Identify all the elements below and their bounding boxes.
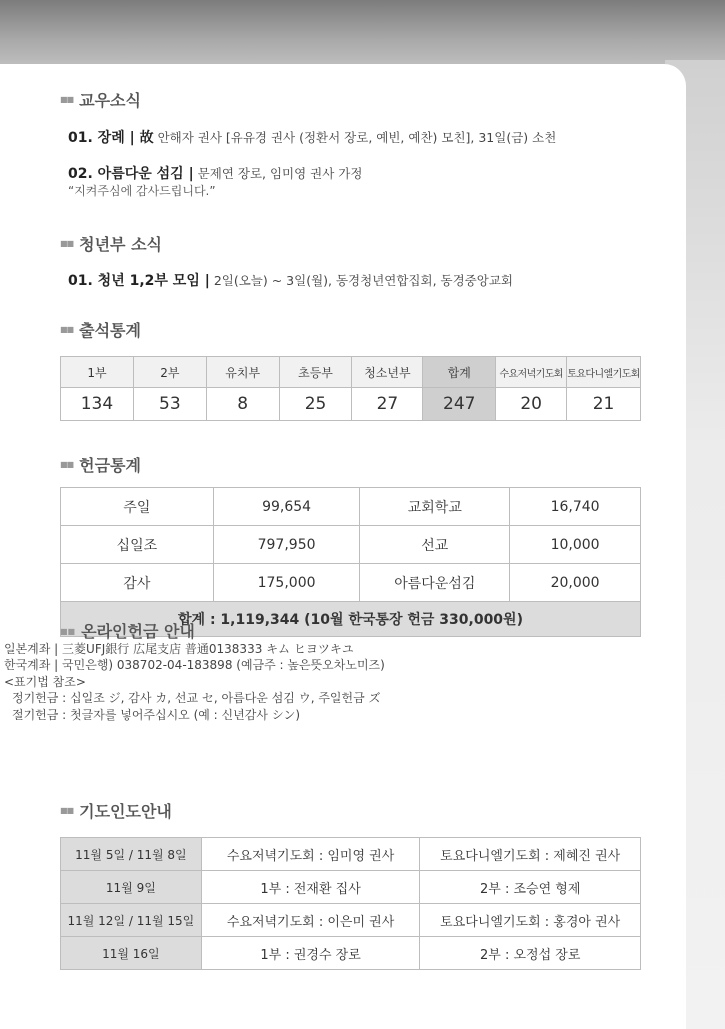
offering-title-text: 헌금통계 xyxy=(79,456,141,475)
attendance-value: 53 xyxy=(133,388,206,421)
attendance-header: 청소년부 xyxy=(352,357,423,388)
prayer-leader: 1부 : 권경수 장로 xyxy=(201,937,420,970)
attendance-value: 8 xyxy=(206,388,279,421)
attendance-header: 유치부 xyxy=(206,357,279,388)
prayer-table xyxy=(60,837,641,970)
square-bullet-icon: ■■ xyxy=(60,460,74,469)
attendance-value-total: 247 xyxy=(423,388,496,421)
prayer-row xyxy=(61,904,641,937)
offering-total: 합계 : 1,119,344 (10월 한국통장 헌금 330,000원) xyxy=(61,602,641,637)
prayer-leader: 토요다니엘기도회 : 제혜진 권사 xyxy=(420,838,641,871)
offering-amount: 797,950 xyxy=(213,526,360,564)
prayer-leader: 토요다니엘기도회 : 홍경아 권사 xyxy=(420,904,641,937)
attendance-header: 수요저녁기도회 xyxy=(496,357,567,388)
notation-note: <표기법 참조> xyxy=(4,674,86,689)
prayer-date: 11월 12일 / 11월 15일 xyxy=(61,904,202,937)
offering-amount: 99,654 xyxy=(213,488,360,526)
square-bullet-icon: ■■ xyxy=(60,627,76,636)
offering-amount: 175,000 xyxy=(213,564,360,602)
offering-row xyxy=(61,526,641,564)
square-bullet-icon: ■■ xyxy=(60,806,74,815)
attendance-header: 2부 xyxy=(133,357,206,388)
attendance-value: 27 xyxy=(352,388,423,421)
korea-account: 한국계좌 | 국민은행) 038702-04-183898 (예금주 : 높은뜻오차노미즈) xyxy=(4,658,385,672)
news-item-2-quote: “지켜주심에 감사드립니다.” xyxy=(68,184,216,198)
online-title-text: 온라인헌금 안내 xyxy=(81,622,195,641)
attendance-header-total: 합계 xyxy=(423,357,496,388)
attendance-value: 25 xyxy=(279,388,352,421)
bulletin-sheet xyxy=(0,64,686,1029)
online-offering-block xyxy=(4,624,385,723)
attendance-table xyxy=(60,356,641,421)
offering-label: 감사 xyxy=(61,564,214,602)
youth-title-text: 청년부 소식 xyxy=(79,235,162,254)
attendance-header: 토요다니엘기도회 xyxy=(567,357,641,388)
seasonal-offering-notation: 절기헌금 : 첫글자를 넣어주십시오 (예 : 신년감사 シン) xyxy=(12,707,301,722)
square-bullet-icon: ■■ xyxy=(60,325,74,334)
news-item-2-head: 02. 아름다운 섬김 | xyxy=(68,166,194,182)
section-title-online xyxy=(60,624,385,641)
attendance-value: 134 xyxy=(61,388,134,421)
offering-label: 선교 xyxy=(360,526,510,564)
section-title-news xyxy=(60,88,141,111)
section-title-offering xyxy=(60,453,141,476)
news-item-1-head: 01. 장례 | 故 xyxy=(68,130,154,146)
offering-amount: 20,000 xyxy=(510,564,641,602)
youth-item-1 xyxy=(68,270,513,290)
prayer-row xyxy=(61,838,641,871)
prayer-date: 11월 16일 xyxy=(61,937,202,970)
section-title-attendance xyxy=(60,318,141,341)
square-bullet-icon: ■■ xyxy=(60,95,74,104)
offering-label: 아름다운섬김 xyxy=(360,564,510,602)
offering-amount: 10,000 xyxy=(510,526,641,564)
prayer-row xyxy=(61,937,641,970)
offering-amount: 16,740 xyxy=(510,488,641,526)
regular-offering-notation: 정기헌금 : 십일조 ジ, 감사 カ, 선교 セ, 아름다운 섬김 ウ, 주일헌금 ズ xyxy=(12,691,381,705)
offering-label: 십일조 xyxy=(61,526,214,564)
square-bullet-icon: ■■ xyxy=(60,239,74,248)
japan-account: 일본계좌 | 三菱UFJ銀行 広尾支店 普通0138333 キム ヒヨツキユ xyxy=(4,641,354,656)
offering-row xyxy=(61,488,641,526)
news-item-2-text: 문제연 장로, 임미영 권사 가정 xyxy=(197,166,363,181)
attendance-header-row xyxy=(61,357,641,388)
prayer-leader: 수요저녁기도회 : 이은미 권사 xyxy=(201,904,420,937)
attendance-header: 초등부 xyxy=(279,357,352,388)
attendance-header: 1부 xyxy=(61,357,134,388)
offering-label: 주일 xyxy=(61,488,214,526)
attendance-value-row xyxy=(61,388,641,421)
news-item-1-text: 안해자 권사 [유유경 권사 (정환서 장로, 예빈, 예찬) 모친], 31일(금) 소천 xyxy=(157,130,557,145)
prayer-date: 11월 9일 xyxy=(61,871,202,904)
offering-table xyxy=(60,487,641,637)
attendance-value: 21 xyxy=(567,388,641,421)
prayer-leader: 1부 : 전재환 집사 xyxy=(201,871,420,904)
youth-item-1-head: 01. 청년 1,2부 모임 | xyxy=(68,273,210,289)
news-title-text: 교우소식 xyxy=(79,91,141,110)
news-item-1 xyxy=(68,127,556,147)
section-title-prayer xyxy=(60,799,172,822)
offering-label: 교회학교 xyxy=(360,488,510,526)
prayer-row xyxy=(61,871,641,904)
youth-item-1-text: 2일(오늘) ~ 3일(월), 동경청년연합집회, 동경중앙교회 xyxy=(213,273,513,288)
offering-row xyxy=(61,564,641,602)
prayer-title-text: 기도인도안내 xyxy=(79,802,172,821)
prayer-leader: 2부 : 오정섭 장로 xyxy=(420,937,641,970)
prayer-date: 11월 5일 / 11월 8일 xyxy=(61,838,202,871)
attendance-value: 20 xyxy=(496,388,567,421)
prayer-leader: 2부 : 조승연 형제 xyxy=(420,871,641,904)
section-title-youth xyxy=(60,232,162,255)
prayer-leader: 수요저녁기도회 : 임미영 권사 xyxy=(201,838,420,871)
attendance-title-text: 출석통계 xyxy=(79,321,141,340)
news-item-2 xyxy=(68,163,362,183)
